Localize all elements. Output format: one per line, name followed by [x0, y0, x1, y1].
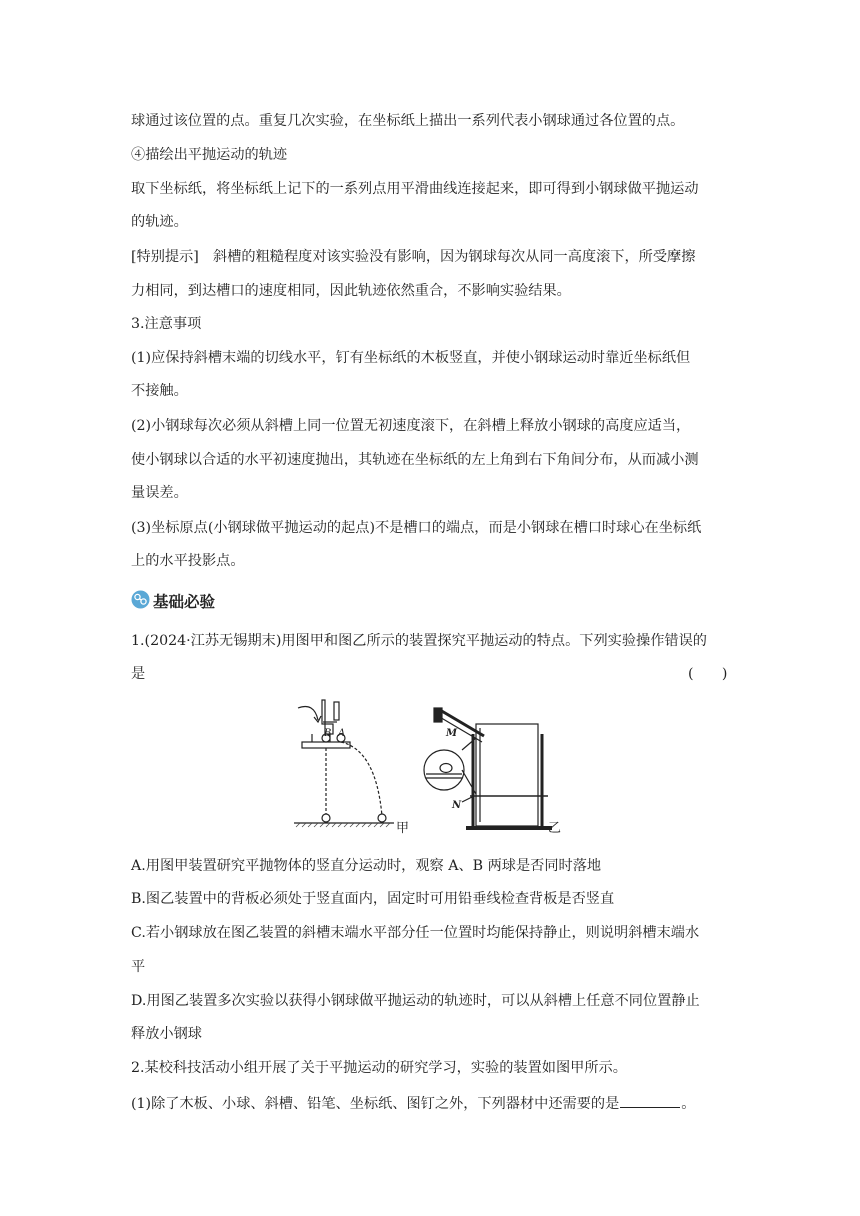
option-d: D.用图乙装置多次实验以获得小钢球做平抛运动的轨迹时，可以从斜槽上任意不同位置静止	[131, 993, 700, 1009]
option-d-continuation: 释放小钢球	[131, 1026, 202, 1042]
special-tip-line: [特别提示] 斜槽的粗糙程度对该实验没有影响，因为钢球每次从同一高度滚下，所受摩擦	[131, 249, 696, 265]
option-c: C.若小钢球放在图乙装置的斜槽末端水平部分任一位置时均能保持静止，则说明斜槽末端水	[131, 925, 700, 941]
question-1-stem-continuation: 是	[131, 666, 146, 682]
question-2-sub-1-text: (1)除了木板、小球、斜槽、铅笔、坐标纸、图钉之外，下列器材中还需要的是	[131, 1096, 620, 1112]
text-line: 取下坐标纸，将坐标纸上记下的一系列点用平滑曲线连接起来，即可得到小钢球做平抛运动	[131, 181, 699, 197]
label-n: N	[452, 800, 462, 811]
question-2-sub-1-end: 。	[681, 1096, 696, 1112]
question-2-stem: 2.某校科技活动小组开展了关于平抛运动的研究学习，实验的装置如图甲所示。	[131, 1060, 627, 1076]
text-line: ④描绘出平抛运动的轨迹	[131, 147, 288, 163]
text-line: 使小钢球以合适的水平初速度抛出，其轨迹在坐标纸的左上角到右下角间分布，从而减小测	[131, 452, 699, 468]
figure-jia	[294, 700, 394, 823]
option-b: B.图乙装置中的背板必须处于竖直面内，固定时可用铅垂线检查背板是否竖直	[131, 891, 615, 907]
answer-parentheses: ( )	[688, 666, 728, 682]
label-b: B	[324, 728, 332, 739]
option-c-continuation: 平	[131, 959, 146, 975]
apparatus-figure	[290, 698, 570, 844]
text-line: (3)坐标原点(小钢球做平抛运动的起点)不是槽口的端点，而是小钢球在槽口时球心在坐标纸	[131, 520, 702, 536]
subsection-title: 3.注意事项	[131, 316, 202, 332]
text-line: 量误差。	[131, 485, 188, 501]
flask-icon	[131, 590, 150, 613]
text-line: 球通过该位置的点。重复几次实验，在坐标纸上描出一系列代表小钢球通过各位置的点。	[131, 113, 685, 129]
question-1-stem: 1.(2024·江苏无锡期末)用图甲和图乙所示的装置探究平抛运动的特点。下列实验操作错误的	[131, 633, 707, 649]
label-m: M	[446, 728, 458, 739]
section-heading	[131, 588, 215, 614]
label-jia: 甲	[396, 821, 410, 836]
label-yi: 乙	[548, 821, 562, 836]
text-line: 力相同，到达槽口的速度相同，因此轨迹依然重合，不影响实验结果。	[131, 283, 571, 299]
label-a: A	[338, 728, 346, 739]
answer-blank[interactable]	[620, 1093, 680, 1108]
section-title: 基础必验	[153, 593, 216, 611]
text-line: 的轨迹。	[131, 214, 188, 230]
option-a: A.用图甲装置研究平抛物体的竖直分运动时，观察 A、B 两球是否同时落地	[131, 858, 602, 874]
text-line: 上的水平投影点。	[131, 553, 245, 569]
text-line: (1)应保持斜槽末端的切线水平，钉有坐标纸的木板竖直，并使小钢球运动时靠近坐标纸但	[131, 350, 691, 366]
text-line: (2)小钢球每次必须从斜槽上同一位置无初速度滚下，在斜槽上释放小钢球的高度应适当，	[131, 418, 691, 434]
question-2-sub-1	[131, 1093, 696, 1114]
apparatus-diagram	[290, 698, 570, 840]
text-line: 不接触。	[131, 383, 188, 399]
figure-yi	[424, 708, 552, 828]
